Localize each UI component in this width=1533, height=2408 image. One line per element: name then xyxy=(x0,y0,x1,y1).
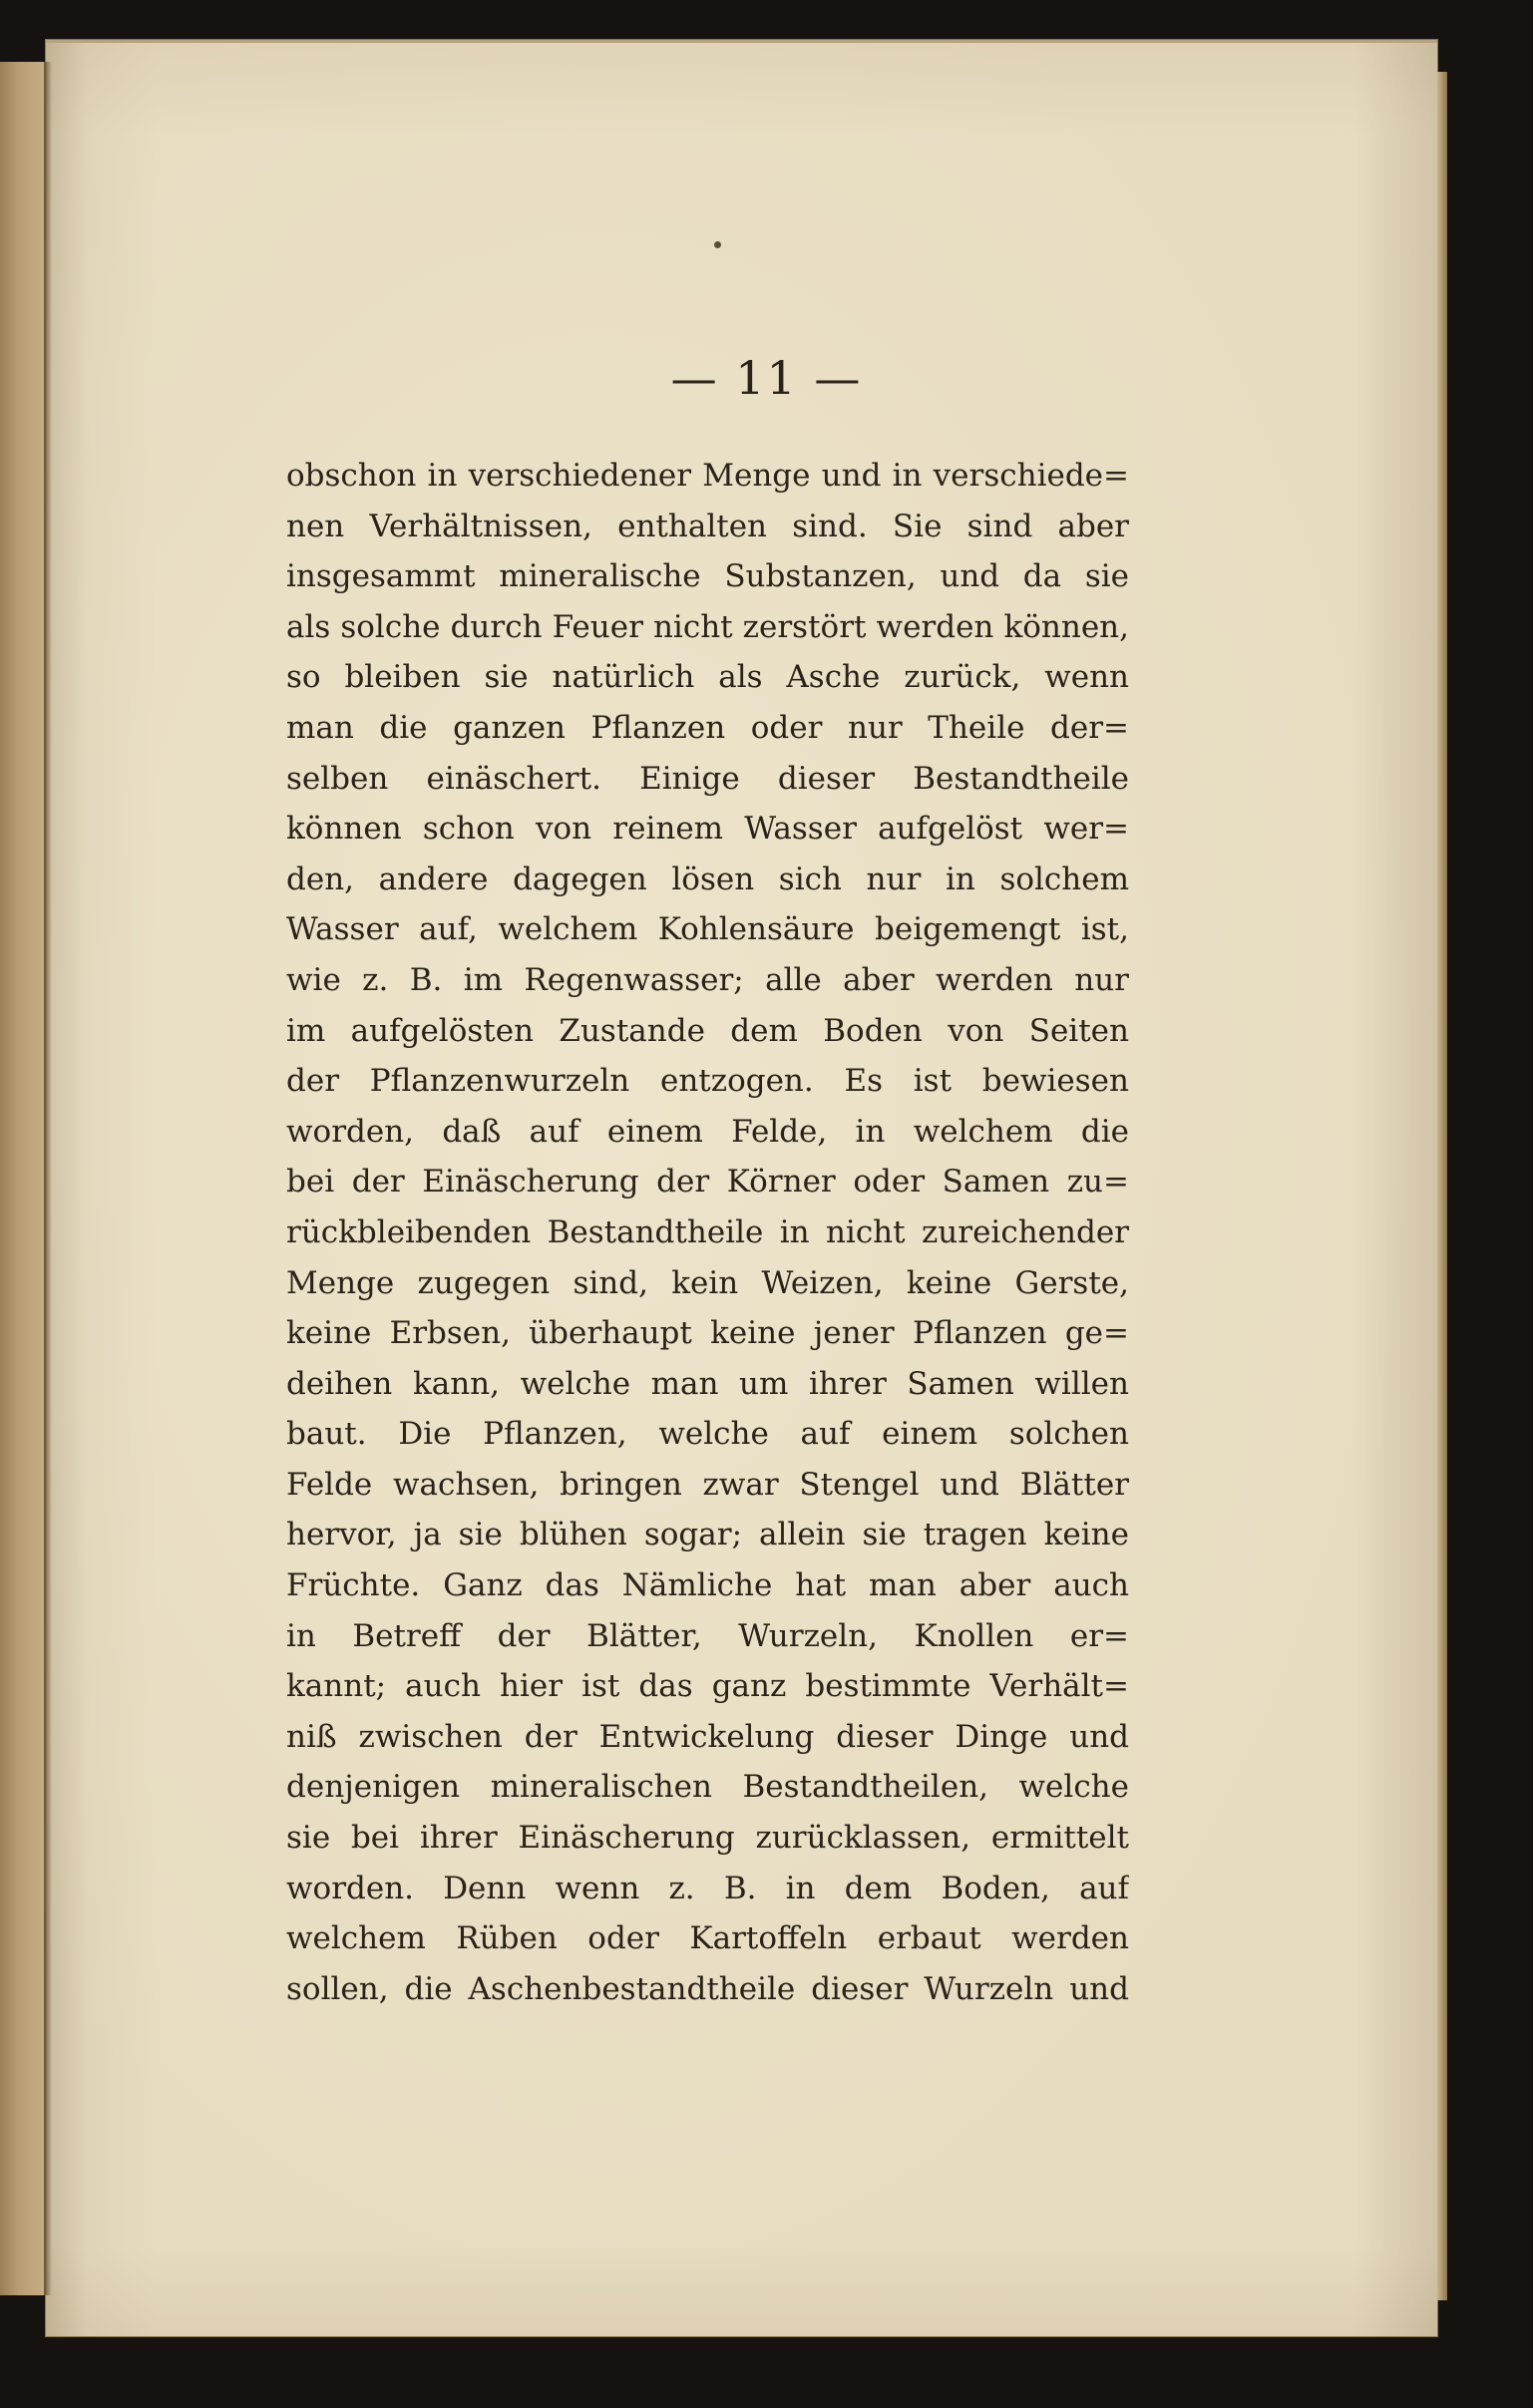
text-line: in Betreff der Blätter, Wurzeln, Knollen er= xyxy=(286,1617,1129,1654)
page-number: — 11 — xyxy=(670,351,863,405)
text-line: der Pflanzenwurzeln entzogen. Es ist bewiesen xyxy=(286,1063,1129,1100)
text-line: obschon in verschiedener Menge und in verschiede= xyxy=(286,458,1129,494)
text-line: Menge zugegen sind, kein Weizen, keine Gerste, xyxy=(286,1264,1129,1301)
text-line: keine Erbsen, überhaupt keine jener Pflanzen ge= xyxy=(286,1315,1129,1352)
text-line: den, andere dagegen lösen sich nur in solchem xyxy=(286,860,1129,897)
text-line: im aufgelösten Zustande dem Boden von Seiten xyxy=(286,1012,1129,1049)
text-line: worden, daß auf einem Felde, in welchem die xyxy=(286,1113,1129,1150)
text-line: baut. Die Pflanzen, welche auf einem solchen xyxy=(286,1416,1129,1453)
text-line: nen Verhältnissen, enthalten sind. Sie sind aber xyxy=(286,508,1129,544)
text-line: deihen kann, welche man um ihrer Samen willen xyxy=(286,1365,1129,1402)
text-line: sie bei ihrer Einäscherung zurücklassen, ermittelt xyxy=(286,1820,1129,1857)
page-stack-edge xyxy=(1437,72,1447,2300)
text-line: wie z. B. im Regenwasser; alle aber werden nur xyxy=(286,961,1129,998)
text-line: können schon von reinem Wasser aufgelöst wer= xyxy=(286,811,1129,848)
text-line: man die ganzen Pflanzen oder nur Theile der= xyxy=(286,709,1129,746)
paper-speck xyxy=(714,241,721,248)
text-line: so bleiben sie natürlich als Asche zurück, wenn xyxy=(286,659,1129,696)
text-line: welchem Rüben oder Kartoffeln erbaut werden xyxy=(286,1920,1129,1957)
text-line: niß zwischen der Entwickelung dieser Dinge und xyxy=(286,1718,1129,1755)
text-line: bei der Einäscherung der Körner oder Samen zu= xyxy=(286,1164,1129,1201)
text-line: hervor, ja sie blühen sogar; allein sie tragen keine xyxy=(286,1517,1129,1553)
text-line: sollen, die Aschenbestandtheile dieser Wurzeln und xyxy=(286,1970,1129,2007)
text-line: als solche durch Feuer nicht zerstört werden können, xyxy=(286,608,1129,645)
text-line: kannt; auch hier ist das ganz bestimmte Verhält= xyxy=(286,1668,1129,1705)
body-text xyxy=(286,451,1129,2014)
text-line: worden. Denn wenn z. B. in dem Boden, auf xyxy=(286,1870,1129,1906)
text-line: Felde wachsen, bringen zwar Stengel und Blätter xyxy=(286,1466,1129,1503)
text-line: selben einäschert. Einige dieser Bestandtheile xyxy=(286,760,1129,797)
text-line: denjenigen mineralischen Bestandtheilen, welche xyxy=(286,1769,1129,1806)
text-line: insgesammt mineralische Substanzen, und da sie xyxy=(286,558,1129,595)
text-line: rückbleibenden Bestandtheile in nicht zureichender xyxy=(286,1213,1129,1250)
text-line: Wasser auf, welchem Kohlensäure beigemengt ist, xyxy=(286,911,1129,948)
text-line: Früchte. Ganz das Nämliche hat man aber auch xyxy=(286,1567,1129,1604)
